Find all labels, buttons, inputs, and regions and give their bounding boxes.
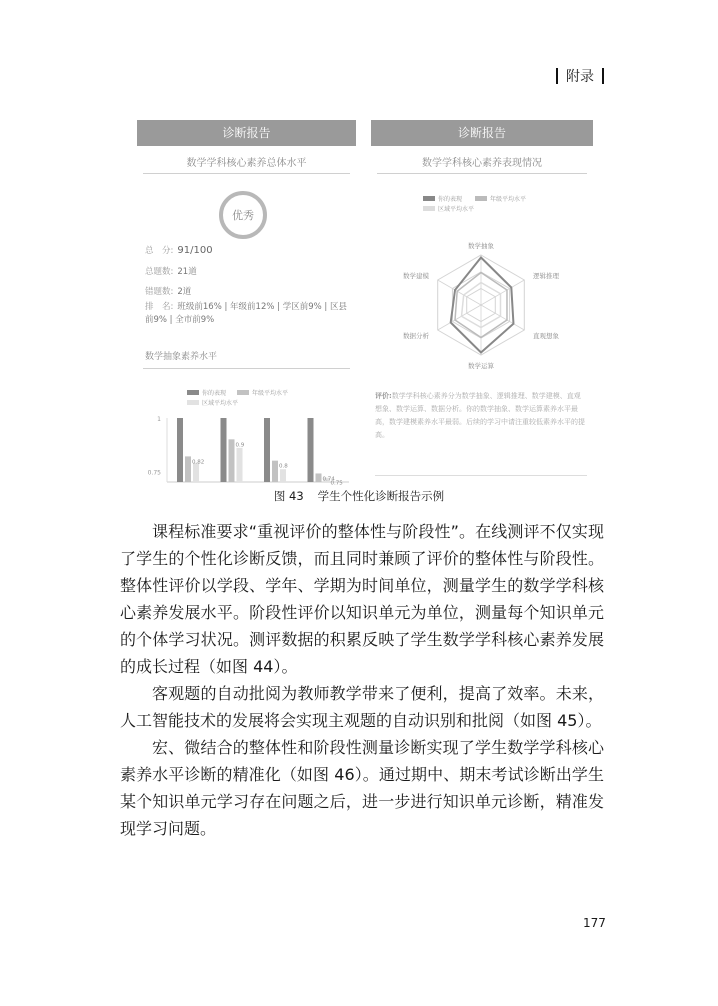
y-tick-label: 0.75 [147,469,161,477]
legend-label: 年级平均水平 [490,196,527,203]
data-label: 0.75 [330,480,343,487]
figure-caption [0,488,718,504]
stat-total-questions [145,265,197,277]
legend-row [423,204,526,213]
panel-subtitle: 数学学科核心素养表现情况 [422,158,542,169]
legend-row [187,398,288,407]
paragraph: 课程标准要求“重视评价的整体性与阶段性”。在线测评不仅实现了学生的个性化诊断反馈，而且同时兼顾了评价的整体性与阶段性。整体性评价以学段、学年、学期为时间单位，测量学生的数学学科核心素养发展水平。阶段性评价以知识单元为单位，测量每个知识单元的个体学习状况。测评数据的积累反映了学生数学学科核心素养发展的成长过程（如图 44）。 [120,522,604,676]
bar [264,418,270,482]
radar-axis-label: 数学运算 [468,362,494,370]
stat-wrong-questions [145,285,191,297]
divider [143,173,350,174]
divider [377,173,587,174]
stat-score [145,244,213,256]
bar [308,418,314,482]
radar-axis-label: 直观想象 [532,332,559,340]
legend-swatch [475,196,487,201]
legend-label: 区域平均水平 [438,206,475,213]
data-label: 0.82 [192,459,205,466]
legend-swatch [237,390,249,395]
panel-header: 诊断报告 [137,120,356,146]
radar-legend [423,194,526,213]
legend-swatch [187,400,199,405]
radar-axis-label: 数学抽象 [468,242,494,250]
stat-label: 总 分: [145,246,174,256]
legend-swatch [187,390,199,395]
divider [375,475,587,476]
stat-value: 2道 [177,287,192,297]
data-label: 0.8 [279,463,288,470]
stat-value: 班级前16% | 年级前12% | 学区前9% | 区县前9% | 全市前9% [145,302,347,325]
literacy-radar-chart [371,230,593,375]
performance-report-panel [371,120,593,475]
radar-axis-label: 数学建模 [403,272,430,280]
bar [272,461,278,482]
y-tick-label: 1 [157,416,161,423]
stat-value: 21道 [177,267,197,277]
section-title-abstraction: 数学抽象素养水平 [145,352,218,362]
stat-label: 错题数: [145,287,174,297]
figure-caption-text: 学生个性化诊断报告示例 [317,489,445,503]
bar-legend [187,388,288,407]
radar-axis-label: 数据分析 [403,332,430,340]
stat-value: 91/100 [177,245,213,256]
legend-row [423,194,526,203]
bar [237,448,243,482]
bar [185,456,191,482]
bar [229,439,235,482]
overall-report-panel [137,120,356,487]
paragraph: 客观题的自动批阅为教师教学带来了便利，提高了效率。未来，人工智能技术的发展将会实现主观题的自动识别和批阅（如图 45）。 [120,684,604,730]
paragraph: 宏、微结合的整体性和阶段性测量诊断实现了学生数学学科核心素养水平诊断的精准化（如图 46）。通过期中、期末考试诊断出学生某个知识单元学习存在问题之后，进一步进行知识单元诊断，精准发现学习问题。 [120,738,604,838]
panel-header: 诊断报告 [371,120,593,146]
legend-label: 区域平均水平 [202,400,239,407]
stat-label: 总题数: [145,267,174,277]
running-header [556,66,604,86]
stat-label: 排 名: [145,302,174,312]
bar [316,473,322,482]
comment-label: 评价: [375,392,392,400]
body-text [120,518,604,842]
panel-subtitle: 数学学科核心素养总体水平 [186,158,307,169]
radar-series-line [451,258,514,353]
legend-swatch [423,206,435,211]
legend-label: 你的表现 [438,196,463,203]
bar [177,418,183,482]
abstraction-bar-chart [137,410,356,490]
data-label: 0.9 [235,442,245,449]
bar [221,418,227,482]
header-bar-left [556,68,558,84]
radar-axis-label: 逻辑推理 [532,272,559,280]
section-title: 附录 [566,69,594,85]
level-badge [219,191,267,239]
figure-number: 图 43 [273,489,304,503]
legend-row [187,388,288,397]
bar [280,469,286,482]
divider [143,368,350,369]
badge-text: 优秀 [232,209,254,222]
page-number: 177 [583,916,606,930]
data-label: 0.74 [322,476,335,483]
legend-swatch [423,196,435,201]
bar [193,463,199,482]
legend-label: 你的表现 [202,390,227,397]
evaluation-comment [375,390,587,442]
legend-label: 年级平均水平 [252,390,289,397]
stat-ranking [145,301,350,327]
header-bar-right [602,68,604,84]
comment-text: 数学学科核心素养分为数学抽象、逻辑推理、数学建模、直观想象、数学运算、数据分析。你的数学抽象、数学运算素养水平最高，数学建模素养水平最弱。后续的学习中请注重较低素养水平的提高。 [375,392,585,439]
